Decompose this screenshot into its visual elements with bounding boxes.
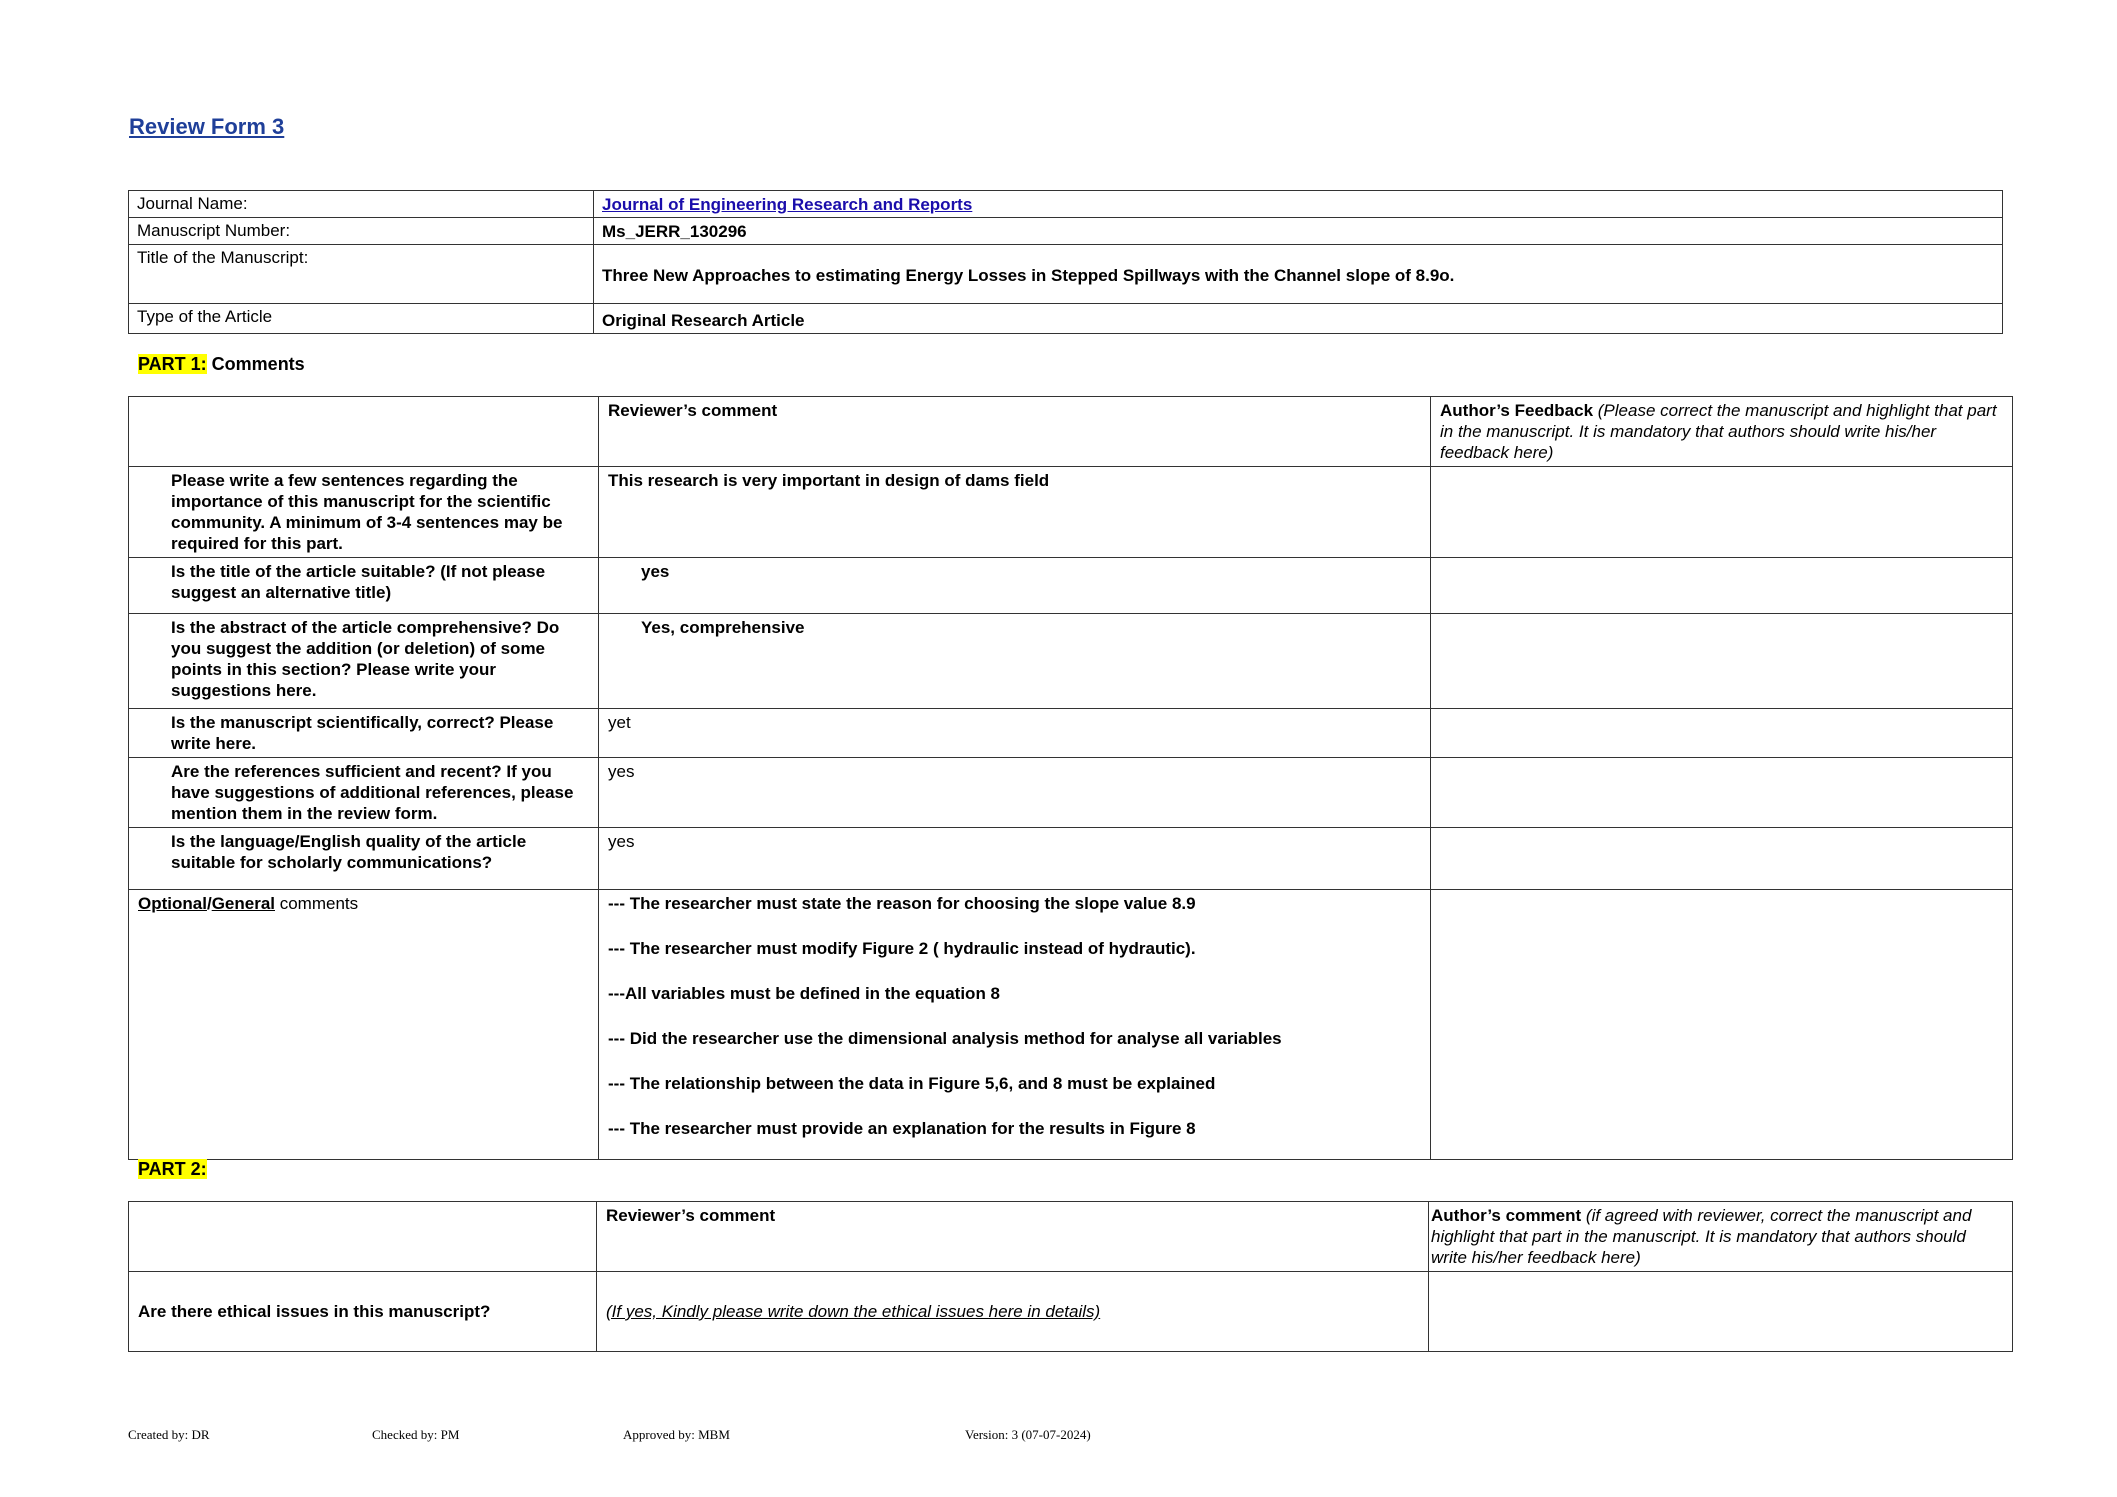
question-ethics: Are there ethical issues in this manuscript?	[129, 1272, 597, 1352]
part2-table	[128, 1201, 2013, 1352]
part2-reviewer-header: Reviewer’s comment	[597, 1202, 1429, 1272]
optional-comments-list	[599, 890, 1431, 1160]
part1-author-header-bold: Author’s Feedback	[1440, 401, 1594, 420]
author-feedback-cell[interactable]	[1431, 614, 2013, 709]
part1-label: PART 1:	[138, 354, 207, 374]
journal-row	[129, 191, 2003, 218]
author-comment-cell[interactable]	[1429, 1272, 2013, 1352]
optional-comment: --- The researcher must state the reason for choosing the slope value 8.9	[608, 894, 1196, 913]
part1-header-row	[129, 397, 2013, 467]
part2-heading	[138, 1159, 207, 1180]
optional-comment: --- The relationship between the data in Figure 5,6, and 8 must be explained	[608, 1074, 1216, 1093]
article-type: Original Research Article	[594, 304, 2003, 334]
part1-reviewer-header: Reviewer’s comment	[599, 397, 1431, 467]
author-feedback-cell[interactable]	[1431, 709, 2013, 758]
type-row	[129, 304, 2003, 334]
manuscript-number: Ms_JERR_130296	[594, 218, 2003, 245]
part1-author-header	[1431, 397, 2013, 467]
author-feedback-cell[interactable]	[1431, 558, 2013, 614]
part1-author-header-note: (Please correct the manuscript and highlight that part in the manuscript. It is mandatory that authors should write his/her feedback here)	[1440, 401, 1997, 462]
footer-created: Created by: DR	[128, 1427, 210, 1442]
question-title: Is the title of the article suitable? (If not please suggest an alternative title)	[129, 558, 599, 614]
table-row	[129, 558, 2013, 614]
author-feedback-cell[interactable]	[1431, 758, 2013, 828]
answer-title: yes	[599, 558, 1431, 614]
table-row	[129, 614, 2013, 709]
part1-header-empty	[129, 397, 599, 467]
optional-comment: --- The researcher must provide an explanation for the results in Figure 8	[608, 1119, 1196, 1138]
manuscript-label: Manuscript Number:	[129, 218, 594, 245]
answer-references: yes	[599, 758, 1431, 828]
footer-approved: Approved by: MBM	[623, 1427, 730, 1442]
title-label: Title of the Manuscript:	[129, 245, 594, 304]
part1-heading	[138, 354, 305, 375]
author-feedback-cell[interactable]	[1431, 890, 2013, 1160]
optional-sep: /	[206, 894, 212, 913]
author-feedback-cell[interactable]	[1431, 467, 2013, 558]
footer-checked: Checked by: PM	[372, 1427, 460, 1442]
question-language: Is the language/English quality of the article suitable for scholarly communications?	[129, 828, 599, 890]
part2-header-row	[129, 1202, 2013, 1272]
journal-link[interactable]: Journal of Engineering Research and Reports	[602, 195, 973, 214]
manuscript-title: Three New Approaches to estimating Energy Losses in Stepped Spillways with the Channel slope of 8.9o.	[594, 245, 2003, 304]
table-row	[129, 758, 2013, 828]
manuscript-row	[129, 218, 2003, 245]
part2-author-header-bold: Author’s comment	[1431, 1206, 1582, 1225]
table-row	[129, 1272, 2013, 1352]
optional-comments-label	[129, 890, 599, 1160]
type-label: Type of the Article	[129, 304, 594, 334]
optional-comments-row	[129, 890, 2013, 1160]
comments-word: comments	[275, 894, 359, 913]
optional-comment: ---All variables must be defined in the equation 8	[608, 984, 1001, 1003]
question-scientific: Is the manuscript scientifically, correct? Please write here.	[129, 709, 599, 758]
part1-label-suffix: Comments	[206, 354, 305, 374]
answer-importance: This research is very important in design of dams field	[599, 467, 1431, 558]
part2-header-empty	[129, 1202, 597, 1272]
journal-label: Journal Name:	[129, 191, 594, 218]
page-title: Review Form 3	[129, 114, 285, 139]
part1-table	[128, 396, 2013, 1160]
answer-language: yes	[599, 828, 1431, 890]
optional-word: Optional	[138, 894, 207, 913]
title-row	[129, 245, 2003, 304]
table-row	[129, 709, 2013, 758]
optional-comment: --- Did the researcher use the dimensional analysis method for analyse all variables	[608, 1029, 1282, 1048]
journal-cell	[594, 191, 2003, 218]
question-abstract: Is the abstract of the article comprehensive? Do you suggest the addition (or deletion) of some points in this section? Please write your suggestions here.	[129, 614, 599, 709]
manuscript-info-table	[128, 190, 2003, 334]
part2-author-header	[1429, 1202, 2013, 1272]
general-word: General	[211, 894, 275, 913]
question-importance: Please write a few sentences regarding the importance of this manuscript for the scientific community. A minimum of 3-4 sentences may be required for this part.	[129, 467, 599, 558]
optional-comment: --- The researcher must modify Figure 2 ( hydraulic instead of hydrautic).	[608, 939, 1196, 958]
part2-author-header-note: (if agreed with reviewer, correct the manuscript and highlight that part in the manuscript. It is mandatory that authors should write his/her feedback here)	[1431, 1206, 1972, 1267]
answer-abstract: Yes, comprehensive	[599, 614, 1431, 709]
table-row	[129, 467, 2013, 558]
table-row	[129, 828, 2013, 890]
author-feedback-cell[interactable]	[1431, 828, 2013, 890]
answer-scientific: yet	[599, 709, 1431, 758]
question-references: Are the references sufficient and recent? If you have suggestions of additional references, please mention them in the review form.	[129, 758, 599, 828]
footer-version: Version: 3 (07-07-2024)	[965, 1427, 1091, 1442]
answer-ethics: (If yes, Kindly please write down the ethical issues here in details)	[597, 1272, 1429, 1352]
part2-label: PART 2:	[138, 1159, 207, 1179]
